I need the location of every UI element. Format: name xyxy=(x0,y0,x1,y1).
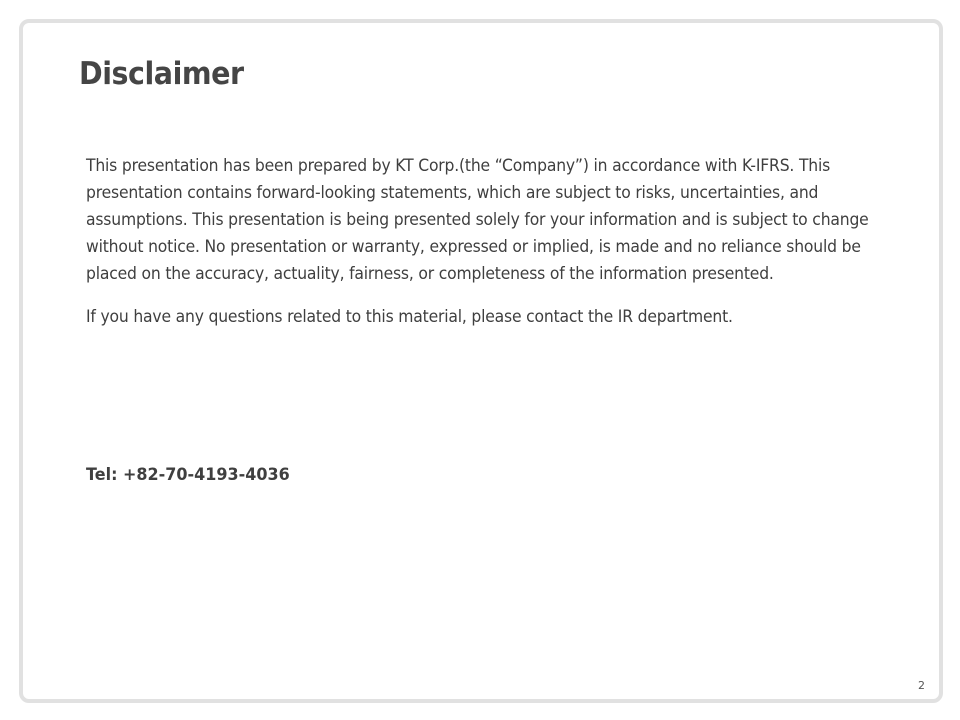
contact-note-paragraph: If you have any questions related to this material, please contact the IR department. xyxy=(86,307,733,326)
slide-title: Disclaimer xyxy=(79,56,244,92)
contact-phone: Tel: +82-70-4193-4036 xyxy=(86,465,290,485)
slide-frame xyxy=(19,19,943,703)
page-number: 2 xyxy=(918,679,925,692)
disclaimer-body xyxy=(86,152,936,330)
disclaimer-paragraph: This presentation has been prepared by KT Corp.(the “Company”) in accordance with K-IFRS. This presentation contains forward-looking statements, which are subject to risks, uncertainties, and assumptions. This presentation is being presented solely for your information and is subject to change without notice. No presentation or warranty, expressed or implied, is made and no reliance should be placed on the accuracy, actuality, fairness, or completeness of the information presented. xyxy=(86,156,869,283)
